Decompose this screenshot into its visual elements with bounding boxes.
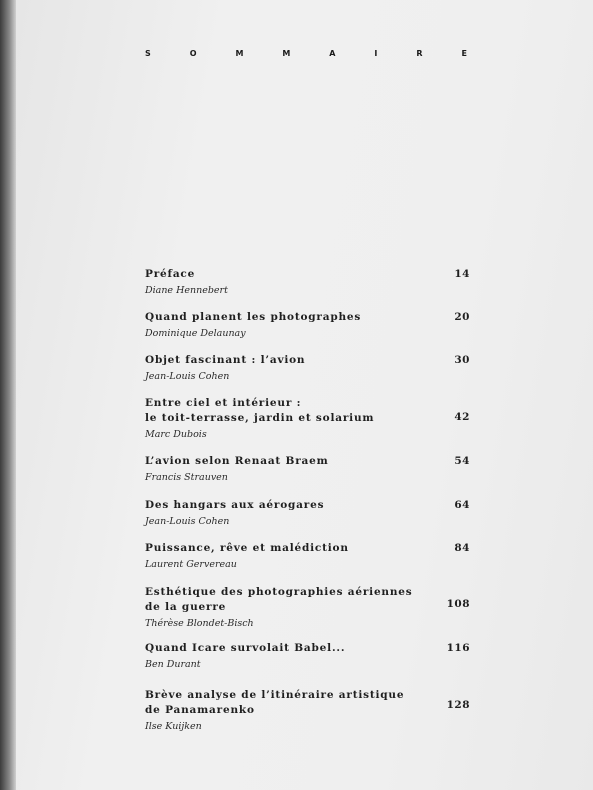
entry-title: L’avion selon Renaat Braem bbox=[145, 455, 329, 467]
entry-page: 84 bbox=[454, 542, 470, 554]
title-letter: M bbox=[235, 49, 244, 58]
entry-title-line2: de la guerre bbox=[145, 601, 227, 613]
entry-author: Francis Strauven bbox=[145, 472, 228, 483]
entry-author: Jean-Louis Cohen bbox=[145, 371, 230, 382]
entry-title: Objet fascinant : l’avion bbox=[145, 354, 306, 366]
entry-title: Esthétique des photographies aériennes bbox=[145, 586, 413, 598]
entry-author: Thérèse Blondet-Bisch bbox=[145, 618, 254, 629]
title-letter: S bbox=[145, 49, 151, 58]
entry-title: Brève analyse de l’itinéraire artistique bbox=[145, 689, 405, 701]
entry-title: Des hangars aux aérogares bbox=[145, 499, 325, 511]
toc-entry bbox=[145, 498, 470, 529]
entry-page: 128 bbox=[446, 699, 470, 711]
entry-page: 14 bbox=[454, 268, 470, 280]
entry-author: Dominique Delaunay bbox=[145, 328, 246, 339]
entry-title: Quand planent les photographes bbox=[145, 311, 362, 323]
title-letter: A bbox=[329, 49, 336, 58]
toc-entry bbox=[145, 454, 470, 485]
entry-title: Entre ciel et intérieur : bbox=[145, 397, 302, 409]
entry-page: 54 bbox=[454, 455, 470, 467]
entry-page: 42 bbox=[454, 411, 470, 423]
title-letter: I bbox=[374, 49, 378, 58]
toc-entry bbox=[145, 310, 470, 341]
entry-page: 64 bbox=[454, 499, 470, 511]
entry-title: Puissance, rêve et malédiction bbox=[145, 542, 349, 554]
entry-author: Marc Dubois bbox=[145, 429, 207, 440]
entry-page: 20 bbox=[454, 311, 470, 323]
toc-entry bbox=[145, 641, 470, 672]
entry-author: Ben Durant bbox=[145, 659, 201, 670]
title-letter: M bbox=[282, 49, 291, 58]
entry-title: Préface bbox=[145, 268, 196, 280]
entry-author: Laurent Gervereau bbox=[145, 559, 237, 570]
title-letter: R bbox=[416, 49, 423, 58]
toc-entry bbox=[145, 267, 470, 298]
entry-title-line2: le toit-terrasse, jardin et solarium bbox=[145, 412, 375, 424]
toc-entry bbox=[145, 353, 470, 384]
book-spine bbox=[0, 0, 16, 790]
toc-entry bbox=[145, 541, 470, 572]
entry-title: Quand Icare survolait Babel... bbox=[145, 642, 346, 654]
entry-author: Ilse Kuijken bbox=[145, 721, 202, 732]
entry-page: 116 bbox=[446, 642, 470, 654]
entry-author: Diane Hennebert bbox=[145, 285, 228, 296]
page-title bbox=[145, 49, 467, 58]
toc-entry bbox=[145, 688, 470, 734]
toc-entry bbox=[145, 396, 470, 442]
entry-title-line2: de Panamarenko bbox=[145, 704, 255, 716]
entry-page: 30 bbox=[454, 354, 470, 366]
entry-page: 108 bbox=[446, 598, 470, 610]
title-letter: O bbox=[189, 49, 197, 58]
title-letter: E bbox=[461, 49, 467, 58]
toc-entry bbox=[145, 585, 470, 631]
entry-author: Jean-Louis Cohen bbox=[145, 516, 230, 527]
